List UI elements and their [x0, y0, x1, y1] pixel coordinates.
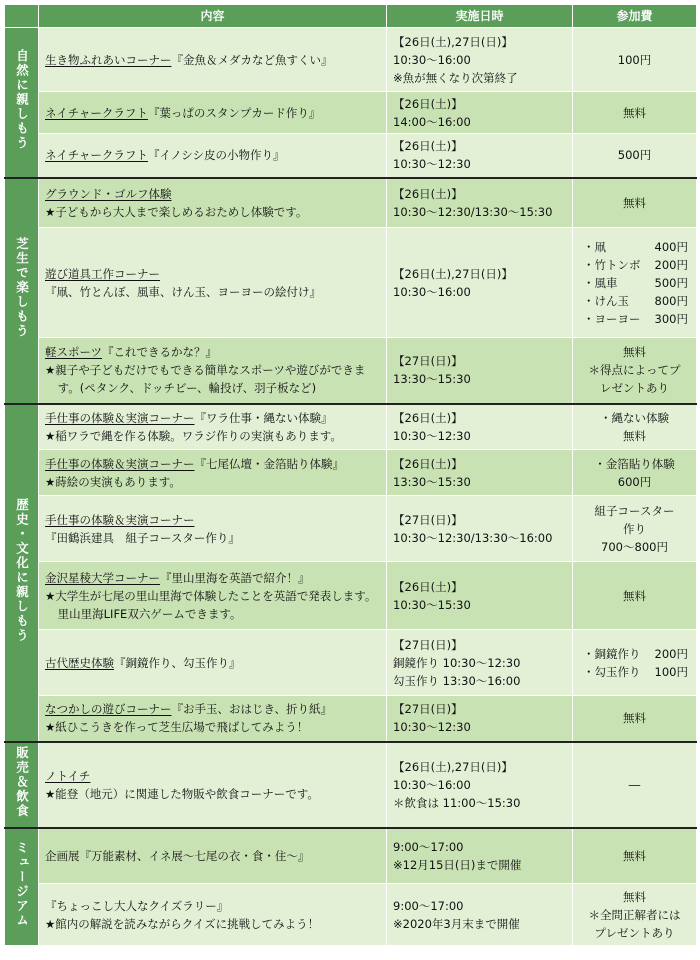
fee-line: 作り — [623, 521, 646, 536]
date-cell — [387, 28, 573, 92]
event-description: ★館内の解説を読みながらクイズに挑戦してみよう！ — [45, 916, 320, 931]
fee-line: 無料 — [623, 345, 646, 360]
event-subtitle: 『葉っぱのスタンプカード作り』 — [147, 105, 321, 120]
date-line: 10:30～16:00 — [393, 52, 471, 67]
event-description: ★能登（地元）に関連した物販や飲食コーナーです。 — [45, 786, 319, 801]
content-cell — [39, 450, 387, 496]
event-title: 金沢星稜大学コーナー — [45, 570, 160, 585]
date-cell — [387, 134, 573, 178]
content-cell — [39, 696, 387, 742]
fee-cell — [573, 696, 697, 742]
fee-cell — [573, 450, 697, 496]
fee-line: 無料 — [623, 588, 646, 603]
event-description: ★親子や子どもだけでもできる簡単なスポーツや遊びができます。(ペタンク、ドッチビー、輪投げ、羽子板など) — [45, 363, 366, 396]
header-row — [5, 5, 697, 28]
fee-line: 無料 — [623, 195, 646, 210]
fee-cell — [573, 92, 697, 134]
event-row — [5, 496, 697, 562]
date-line: 10:30～16:00 — [393, 777, 471, 792]
date-line: 10:30～12:30 — [393, 157, 471, 172]
fee-item — [577, 274, 692, 292]
event-row — [5, 742, 697, 828]
event-row — [5, 630, 697, 696]
date-cell — [387, 228, 573, 338]
content-cell — [39, 884, 387, 946]
content-cell — [39, 28, 387, 92]
date-line: 10:30～12:30/13:30～16:00 — [393, 530, 553, 545]
date-cell — [387, 696, 573, 742]
date-line: 10:30～16:00 — [393, 284, 471, 299]
fee-item — [577, 238, 692, 256]
event-description: 『田鶴浜建具 組子コースター作り』 — [45, 530, 240, 545]
content-cell — [39, 228, 387, 338]
event-description: ★紙ひこうきを作って芝生広場で飛ばしてみよう！ — [45, 720, 309, 735]
event-title-line — [45, 767, 380, 785]
date-line: 10:30～12:30/13:30～15:30 — [393, 204, 553, 219]
fee-item-name: ・けん玉 — [583, 293, 629, 308]
fee-line: ＊全問正解者には — [588, 907, 681, 922]
event-row — [5, 134, 697, 178]
fee-item-price: 200円 — [654, 257, 688, 272]
event-title-line — [45, 455, 380, 473]
date-cell — [387, 404, 573, 450]
fee-item-price: 400円 — [654, 239, 688, 254]
fee-line: レゼントあり — [600, 381, 669, 396]
date-line: 9:00～17:00 — [393, 898, 464, 913]
fee-line: 無料 — [623, 711, 646, 726]
content-cell — [39, 134, 387, 178]
category-label: 歴史・文化に親しもう — [14, 497, 30, 643]
fee-line: 無料 — [623, 428, 646, 443]
event-title: 手仕事の体験＆実演コーナー — [45, 410, 195, 425]
date-line: ※魚が無くなり次第終了 — [393, 70, 518, 85]
event-title: グラウンド・ゴルフ体験 — [45, 186, 172, 201]
event-row — [5, 562, 697, 630]
fee-line: ・縄ない体験 — [600, 410, 669, 425]
fee-cell — [573, 338, 697, 404]
date-cell — [387, 562, 573, 630]
category-cell — [5, 28, 39, 178]
fee-cell — [573, 742, 697, 828]
event-description: ★子どもから大人まで楽しめるおためし体験です。 — [45, 204, 308, 219]
event-subtitle: 『お手玉、おはじき、折り紙』 — [171, 702, 333, 717]
header-date: 実施日時 — [387, 5, 573, 28]
date-line: 銅鏡作り 10:30～12:30 — [393, 655, 521, 670]
event-row — [5, 228, 697, 338]
event-subtitle: 『里山里海を英語で紹介！』 — [160, 570, 310, 585]
schedule-grid — [4, 4, 697, 946]
date-cell — [387, 496, 573, 562]
event-row — [5, 696, 697, 742]
date-cell — [387, 338, 573, 404]
fee-item-name: ・竹トンボ — [583, 257, 641, 272]
fee-item-name: ・ヨーヨー — [583, 311, 641, 326]
event-title-line — [45, 51, 380, 69]
date-cell — [387, 178, 573, 228]
date-line: 勾玉作り 13:30～16:00 — [393, 673, 521, 688]
fee-cell — [573, 134, 697, 178]
category-cell — [5, 404, 39, 742]
fee-item-price: 800円 — [654, 293, 688, 308]
event-description: 『凧、竹とんぼ、風車、けん玉、ヨーヨーの絵付け』 — [45, 284, 321, 299]
fee-line: ― — [628, 777, 641, 792]
date-line: 10:30～12:30 — [393, 428, 471, 443]
date-line: 14:00～16:00 — [393, 114, 471, 129]
event-title-line — [45, 511, 380, 529]
event-title-line — [45, 897, 380, 915]
fee-item — [577, 292, 692, 310]
event-subtitle: 『銅鏡作り、勾玉作り』 — [114, 655, 241, 670]
category-label: 芝生で楽しもう — [14, 237, 30, 339]
date-line: 9:00～17:00 — [393, 839, 464, 854]
fee-item-price: 500円 — [654, 275, 688, 290]
fee-line: 無料 — [623, 889, 646, 904]
category-cell — [5, 828, 39, 946]
header-content: 内容 — [39, 5, 387, 28]
header-fee: 参加費 — [573, 5, 697, 28]
event-row — [5, 92, 697, 134]
event-row — [5, 404, 697, 450]
content-cell — [39, 496, 387, 562]
fee-line: 組子コースター — [594, 503, 675, 518]
fee-item-name: ・銅鏡作り — [583, 646, 641, 661]
event-title-line — [45, 409, 380, 427]
fee-line: ・金箔貼り体験 — [594, 456, 675, 471]
event-title-line — [45, 146, 380, 164]
event-row — [5, 28, 697, 92]
date-cell — [387, 92, 573, 134]
fee-item-price: 200円 — [654, 646, 688, 661]
event-title-line — [45, 185, 380, 203]
event-title: ネイチャークラフト — [45, 148, 148, 163]
event-row — [5, 338, 697, 404]
date-cell — [387, 884, 573, 946]
date-line: 10:30～15:30 — [393, 597, 471, 612]
fee-item-price: 300円 — [654, 311, 688, 326]
fee-line: 700～800円 — [601, 539, 668, 554]
event-title: ノトイチ — [45, 768, 91, 783]
event-title-line — [45, 343, 380, 361]
date-line: 【26日(土),27日(日)】 — [393, 34, 513, 49]
date-line: 【26日(土)】 — [393, 96, 463, 111]
category-label: ミュージアム — [14, 840, 30, 928]
date-line: 【26日(土)】 — [393, 139, 463, 154]
event-title: 生き物ふれあいコーナー — [45, 52, 172, 67]
event-title: 遊び道具工作コーナー — [45, 266, 160, 281]
event-subtitle: 企画展『万能素材、イネ展～七尾の衣・食・住～』 — [45, 848, 310, 863]
date-line: 【27日(日)】 — [393, 354, 463, 369]
event-title-line — [45, 700, 380, 718]
category-cell — [5, 742, 39, 828]
event-row — [5, 450, 697, 496]
content-cell — [39, 828, 387, 884]
date-line: ※2020年3月末まで開催 — [393, 916, 520, 931]
event-title-line — [45, 569, 380, 587]
category-label: 販売＆飲食 — [14, 745, 30, 819]
event-subtitle: 『イノシシ皮の小物作り』 — [147, 148, 285, 163]
date-line: 【26日(土)】 — [393, 579, 463, 594]
fee-line: プレゼントあり — [594, 925, 675, 940]
fee-cell — [573, 404, 697, 450]
fee-item-name: ・風車 — [583, 275, 618, 290]
event-subtitle: 『ちょっこし大人なクイズラリー』 — [45, 898, 229, 913]
date-line: 【27日(日)】 — [393, 702, 463, 717]
event-title-line — [45, 847, 380, 865]
event-title: 手仕事の体験＆実演コーナー — [45, 512, 195, 527]
content-cell — [39, 742, 387, 828]
fee-item-price: 100円 — [654, 664, 688, 679]
event-title: 手仕事の体験＆実演コーナー — [45, 456, 195, 471]
event-row — [5, 178, 697, 228]
date-line: 【26日(土)】 — [393, 186, 463, 201]
event-description: ★蒔絵の実演もあります。 — [45, 474, 181, 489]
content-cell — [39, 92, 387, 134]
content-cell — [39, 630, 387, 696]
fee-item — [577, 256, 692, 274]
fee-line: 100円 — [617, 52, 652, 67]
date-line: 【26日(土)】 — [393, 410, 463, 425]
category-cell — [5, 178, 39, 404]
fee-line: 無料 — [623, 105, 646, 120]
date-line: ※12月15日(日)まで開催 — [393, 857, 522, 872]
date-line: 13:30～15:30 — [393, 474, 471, 489]
event-description: ★稲ワラで縄を作る体験。ワラジ作りの実演もあります。 — [45, 428, 342, 443]
header-blank — [5, 5, 39, 28]
date-line: 【26日(土),27日(日)】 — [393, 759, 513, 774]
event-title: 軽スポーツ — [45, 345, 103, 360]
event-title-line — [45, 654, 380, 672]
fee-item-name: ・凧 — [583, 239, 606, 254]
fee-line: ＊得点によってプ — [588, 363, 681, 378]
event-title: 古代歴史体験 — [45, 655, 114, 670]
date-line: 13:30～15:30 — [393, 372, 471, 387]
date-cell — [387, 828, 573, 884]
fee-item — [577, 310, 692, 328]
event-subtitle: 『これできるかな？』 — [102, 345, 218, 360]
fee-cell — [573, 828, 697, 884]
event-title-line — [45, 104, 380, 122]
fee-cell — [573, 562, 697, 630]
event-title-line — [45, 265, 380, 283]
content-cell — [39, 338, 387, 404]
event-row — [5, 884, 697, 946]
event-description: ★大学生が七尾の里山里海で体験したことを英語で発表します。里山里海LIFE双六ゲームできます。 — [45, 588, 377, 621]
date-line: 10:30～12:30 — [393, 720, 471, 735]
category-label: 自然に親しもう — [14, 49, 30, 151]
fee-item — [577, 645, 692, 663]
event-title: ネイチャークラフト — [45, 105, 148, 120]
fee-cell — [573, 178, 697, 228]
content-cell — [39, 562, 387, 630]
fee-cell — [573, 496, 697, 562]
date-line: 【26日(土)】 — [393, 456, 463, 471]
fee-line: 無料 — [623, 848, 646, 863]
fee-item-name: ・勾玉作り — [583, 664, 641, 679]
date-cell — [387, 630, 573, 696]
date-line: 【27日(日)】 — [393, 512, 463, 527]
event-subtitle: 『七尾仏壇・金箔貼り体験』 — [194, 456, 344, 471]
fee-line: 600円 — [617, 474, 652, 489]
date-cell — [387, 742, 573, 828]
event-subtitle: 『ワラ仕事・縄ない体験』 — [194, 410, 333, 425]
fee-cell — [573, 28, 697, 92]
content-cell — [39, 404, 387, 450]
date-cell — [387, 450, 573, 496]
fee-cell — [573, 630, 697, 696]
fee-line: 500円 — [617, 148, 652, 163]
fee-cell — [573, 884, 697, 946]
event-title: なつかしの遊びコーナー — [45, 702, 172, 717]
event-subtitle: 『金魚＆メダカなど魚すくい』 — [171, 52, 333, 67]
content-cell — [39, 178, 387, 228]
date-line: 【26日(土),27日(日)】 — [393, 266, 513, 281]
date-line: ＊飲食は 11:00～15:30 — [393, 795, 521, 810]
event-row — [5, 828, 697, 884]
fee-cell — [573, 228, 697, 338]
date-line: 【27日(日)】 — [393, 637, 463, 652]
fee-item — [577, 663, 692, 681]
